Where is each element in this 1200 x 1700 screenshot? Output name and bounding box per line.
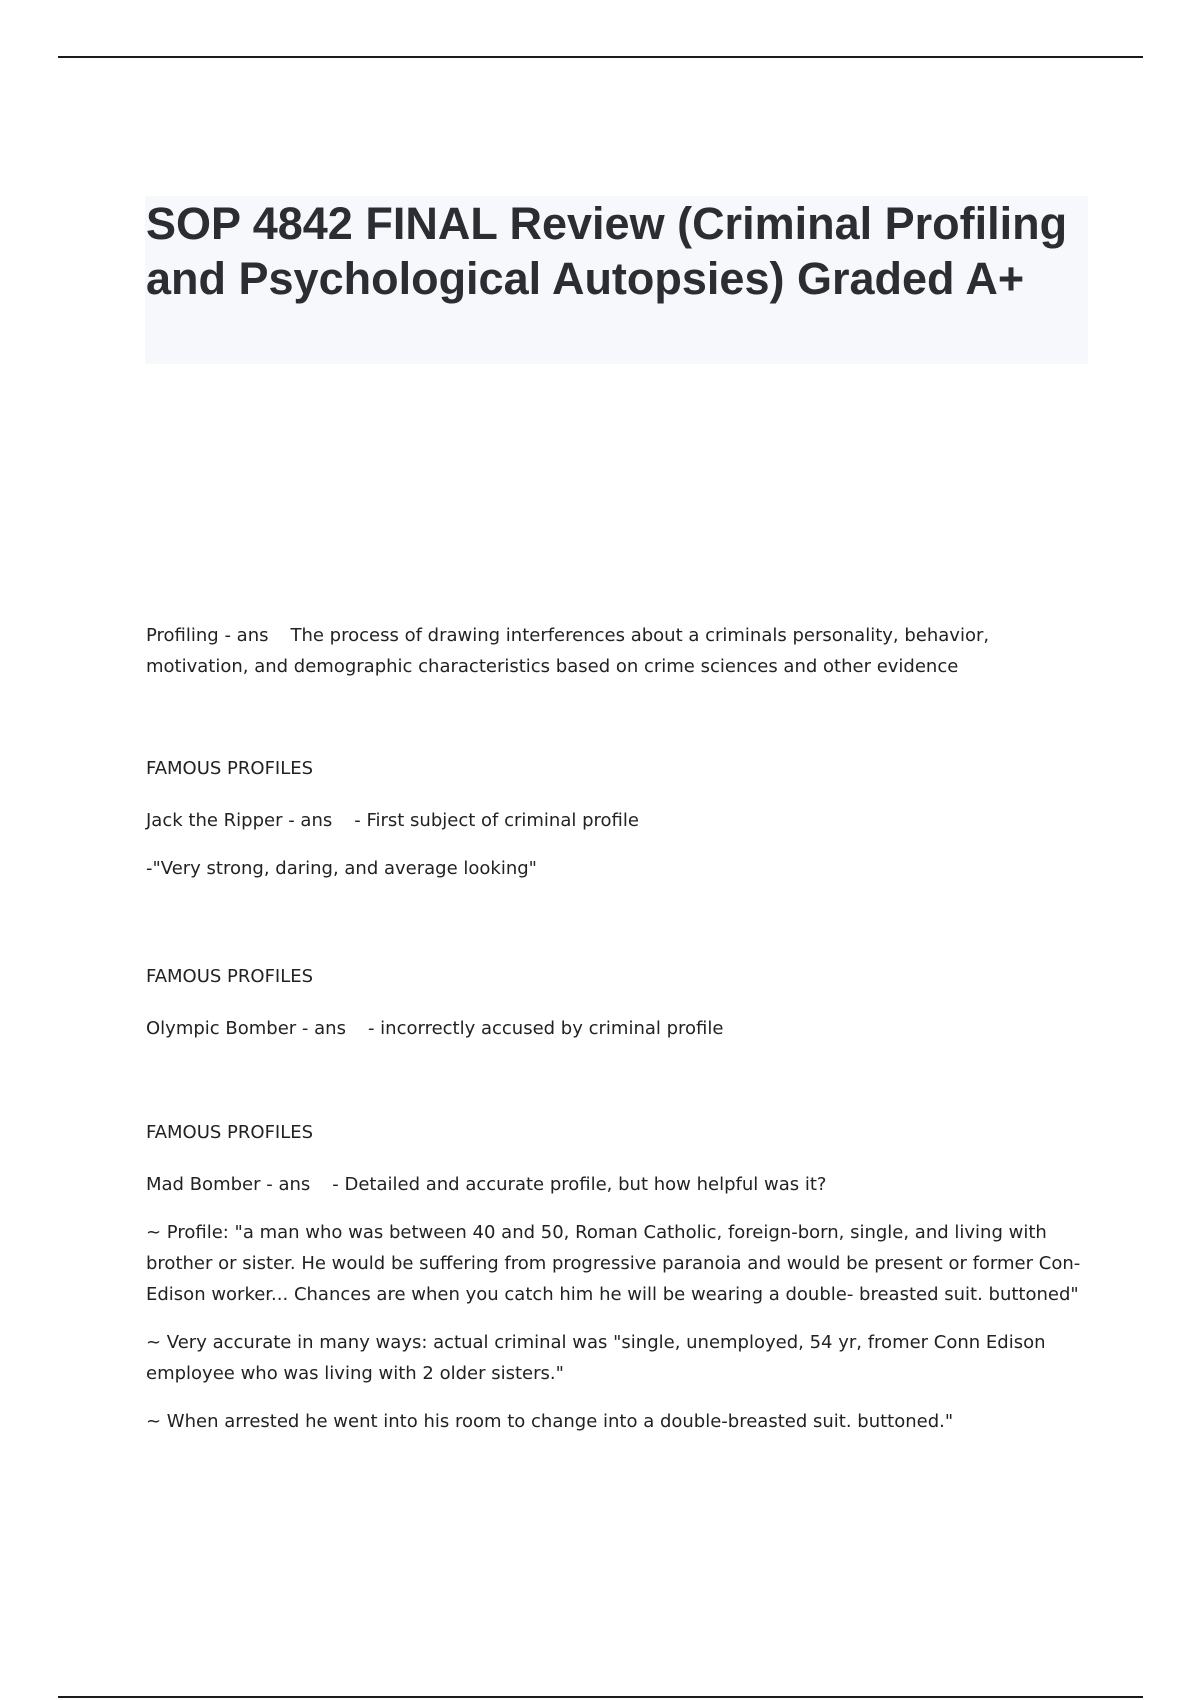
entry-detail: ~ Very accurate in many ways: actual criminal was "single, unemployed, 54 yr, fromer Conn Edison employee who was living with 2 older sisters." — [146, 1332, 1046, 1384]
entry-detail: ~ Profile: "a man who was between 40 and 50, Roman Catholic, foreign-born, single, and living with brother or sister. He would be suffering from progressive paranoia and would be present or former Con-Edison worker... Chances are when you catch him he will be wearing a double- breasted suit. buttoned" — [146, 1222, 1081, 1305]
bottom-rule — [58, 1696, 1143, 1698]
entry-term: Jack the Ripper - ans — [146, 810, 333, 831]
section-heading: FAMOUS PROFILES — [146, 966, 314, 987]
entry-detail: -"Very strong, daring, and average looking" — [146, 858, 537, 879]
entry-definition: - incorrectly accused by criminal profile — [367, 1018, 724, 1039]
entry-detail: ~ When arrested he went into his room to change into a double-breasted suit. buttoned." — [146, 1411, 954, 1432]
entry-definition: - Detailed and accurate profile, but how helpful was it? — [332, 1174, 827, 1195]
entry-olympic-bomber — [146, 1013, 1096, 1044]
section-heading: FAMOUS PROFILES — [146, 758, 314, 779]
entry-definition: - First subject of criminal profile — [354, 810, 639, 831]
document-body — [146, 620, 1096, 1437]
entry-term: Profiling - ans — [146, 625, 269, 646]
entry-profiling — [146, 620, 1096, 682]
top-rule — [58, 56, 1143, 58]
entry-term: Mad Bomber - ans — [146, 1174, 311, 1195]
document-title: SOP 4842 FINAL Review (Criminal Profiling and Psychological Autopsies) Graded A+ — [146, 198, 1068, 304]
section-heading: FAMOUS PROFILES — [146, 1122, 314, 1143]
entry-definition: The process of drawing interferences about a criminals personality, behavior, motivation, and demographic characteristics based on crime sciences and other evidence — [146, 625, 990, 677]
entry-mad-bomber — [146, 1169, 1096, 1200]
entry-jack-the-ripper — [146, 805, 1096, 836]
entry-term: Olympic Bomber - ans — [146, 1018, 346, 1039]
